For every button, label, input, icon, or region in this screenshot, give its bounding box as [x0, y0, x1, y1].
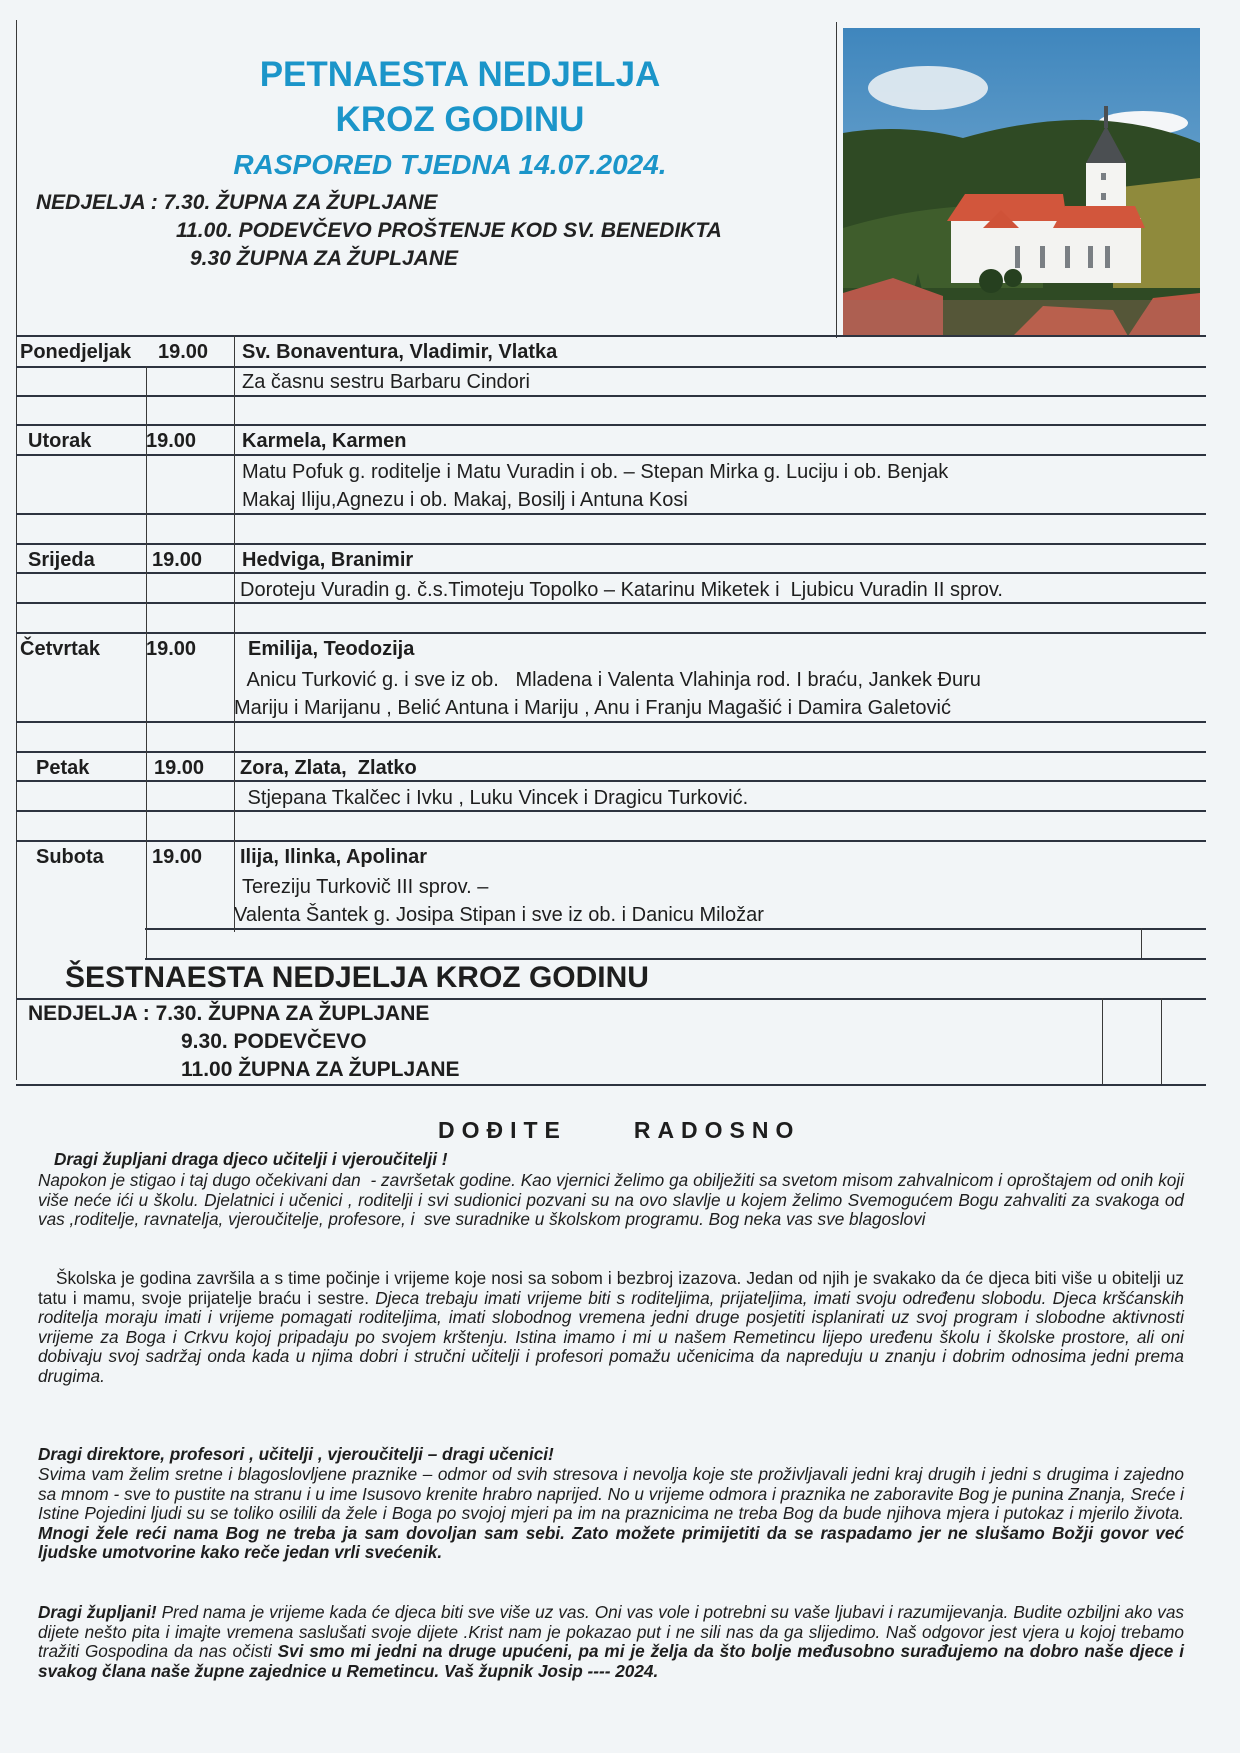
- letter-paragraph-4-italic: Pred nama je vrijeme kada će djeca biti sve više uz vas. Oni vas vole i potrebni su vaše ljubavi i razumijevanja. Budite ozbiljni ako vas dijete nešto pita i imajte vremena saslušati svoje dijete .Krist nam je pokazao put i ne sili nas da ga slijedimo. Naš odgovor jest vjera u kojoj trebamo tražiti Gospodina da nas očisti: [38, 1602, 1184, 1662]
- letter-paragraph-3-bold: Mnogi žele reći nama Bog ne treba ja sam dovoljan sam sebi. Zato možete primijetiti da se raspadamo jer ne slušamo Božji govor već ljudske umotvorine kako reče jedan vrli svećenik.: [38, 1522, 1184, 1563]
- intention-tuesday: Matu Pofuk g. roditelje i Matu Vuradin i ob. – Stepan Mirka g. Luciju i ob. Benjak: [242, 461, 949, 483]
- next-sunday-line1: NEDJELJA : 7.30. ŽUPNA ZA ŽUPLJANE: [28, 1002, 430, 1025]
- table-rule: [16, 366, 1206, 368]
- letter-paragraph-2: [38, 1269, 1184, 1387]
- sunday-mass-line2: 11.00. PODEVČEVO PROŠTENJE KOD SV. BENEDIKTA: [176, 219, 722, 242]
- day-saturday: Subota: [36, 846, 104, 868]
- table-rule: [16, 632, 1206, 634]
- table-col-line: [1141, 928, 1142, 958]
- table-col-line: [146, 366, 147, 958]
- intention-tuesday: Makaj Iliju,Agnezu i ob. Makaj, Bosilj i Antuna Kosi: [242, 489, 688, 511]
- letter-greeting-2: Dragi direktore, profesori , učitelji , vjeroučitelji – dragi učenici!: [38, 1444, 554, 1464]
- letter-paragraph-3-italic: Svima vam želim sretne i blagoslovljene praznike – odmor od svih stresova i nevolja koje ste proživljavali jedni kraj drugih i jedni s drugima i zajedno sa mnom - sve to pustite na stranu i u ime Isusovo krenite hrabro naprijed. No u vrijeme odmora i praznika ne zaboravite Bog je punina Znanja, Sreće i Istine Pojedini ljudi su se toliko osilili da žele i Boga po svojoj mjeri pa im na praznicima ne treba Bog da bude njihova mjera i putokaz i mjerilo života.: [38, 1464, 1184, 1524]
- intention-friday: Stjepana Tkalčec i Ivku , Luku Vincek i Dragicu Turković.: [242, 787, 749, 809]
- intention-wednesday: Doroteju Vuradin g. č.s.Timoteju Topolko – Katarinu Miketek i Ljubicu Vuradin II sprov.: [240, 579, 1003, 601]
- table-rule: [16, 1084, 1206, 1086]
- table-col-line: [234, 335, 235, 932]
- next-sunday-title: ŠESTNAESTA NEDJELJA KROZ GODINU: [65, 961, 649, 994]
- day-wednesday: Srijeda: [28, 549, 95, 571]
- time-tuesday: 19.00: [146, 430, 197, 452]
- next-sunday-line3: 11.00 ŽUPNA ZA ŽUPLJANE: [181, 1058, 460, 1081]
- time-friday: 19.00: [154, 757, 205, 779]
- saints-wednesday: Hedviga, Branimir: [242, 549, 414, 571]
- letter-paragraph-1: Napokon je stigao i taj dugo očekivani dan - završetak godine. Kao vjernici želimo ga obilježiti sa svetom misom zahvalnicom i oproštajem od onih koji više neće ići u školu. Djelatnici i učenici , roditelji i svi sudionici pozvani su na ovo slavlje u kojem želimo Svemogućem Bogu zahvaliti za svakoga od vas ,roditelje, ravnatelja, vjeroučitelje, profesore, i sve suradnike u školskom programu. Bog neka vas sve blagoslovi: [38, 1170, 1189, 1230]
- saints-saturday: Ilija, Ilinka, Apolinar: [240, 846, 428, 868]
- saints-thursday: Emilija, Teodozija: [248, 638, 415, 660]
- letter-paragraph-2-italic: Djeca trebaju imati vrijeme biti s roditeljima, prijateljima, imati svoju određenu slobodu. Djeca kršćanskih roditelja moraju imati i vrijeme pomagati roditeljima, imati slobodnog vremena jedni druge posjetiti isplanirati uz svoj program i slobodne aktivnosti vrijeme za Boga i Crkvu kojoj pripadaju po svojem krštenju. Istina imamo i mi u našem Remetincu lijepo uređenu školu i školske prostore, ali oni dobivaju svoj sadržaj onda kada u njima dobri i stručni učitelji i profesori pomažu učenicima da napreduju u znanju i dobrim odnosima jedni prema drugima.: [38, 1287, 1184, 1386]
- table-col-line: [1102, 998, 1103, 1084]
- letter-heading: DOĐITE RADOSNO: [438, 1117, 801, 1143]
- sunday-mass-line3: 9.30 ŽUPNA ZA ŽUPLJANE: [190, 247, 458, 270]
- day-friday: Petak: [36, 757, 90, 779]
- saints-monday: Sv. Bonaventura, Vladimir, Vlatka: [242, 341, 558, 363]
- next-sunday-line2: 9.30. PODEVČEVO: [181, 1030, 367, 1053]
- frame-left-line: [16, 20, 17, 1080]
- church-image-icon: [843, 28, 1200, 336]
- letter-paragraph-2-intro: Školska je godina završila a s time počinje i vrijeme koje nosi sa sobom i bezbroj izazova. Jedan od njih je svakako da će djeca biti više u obitelji uz tatu i mamu, svoje prijatelje braću i sestre.: [38, 1268, 1184, 1308]
- page-title-line2: KROZ GODINU: [335, 100, 585, 139]
- table-rule: [16, 840, 1206, 842]
- letter-signature: Svi smo mi jedni na druge upućeni, pa mi je želja da što bolje međusobno surađujemo na dobro naše djece i svakog člana naše župne zajednice u Remetincu. Vaš župnik Josip ---- 2024.: [38, 1641, 1184, 1681]
- intention-saturday: Valenta Šantek g. Josipa Stipan i sve iz ob. i Danicu Miložar: [234, 904, 764, 926]
- church-photo: [843, 28, 1200, 336]
- time-monday: 19.00: [158, 341, 209, 363]
- day-tuesday: Utorak: [28, 430, 92, 452]
- intention-thursday: Mariju i Marijanu , Belić Antuna i Mariju , Anu i Franju Magašić i Damira Galetović: [234, 697, 951, 719]
- sunday-mass-line1: NEDJELJA : 7.30. ŽUPNA ZA ŽUPLJANE: [36, 191, 438, 214]
- intention-monday: Za časnu sestru Barbaru Cindori: [242, 371, 530, 393]
- frame-photo-left-line: [836, 22, 837, 338]
- letter-paragraph-3: [38, 1465, 1184, 1563]
- table-rule: [16, 721, 1206, 723]
- day-thursday: Četvrtak: [20, 638, 101, 660]
- table-rule: [16, 424, 1206, 426]
- table-rule: [145, 928, 1206, 930]
- table-rule: [16, 751, 1206, 753]
- time-thursday: 19.00: [146, 638, 197, 660]
- intention-thursday: Anicu Turković g. i sve iz ob. Mladena i Valenta Vlahinja rod. I braću, Jankek Đuru: [242, 669, 981, 691]
- table-col-line: [1161, 998, 1162, 1084]
- day-monday: Ponedjeljak: [20, 341, 132, 363]
- table-rule: [16, 335, 1206, 337]
- table-rule: [16, 395, 1206, 397]
- letter-paragraph-4: [38, 1603, 1184, 1681]
- letter-greeting: Dragi župljani draga djeco učitelji i vjeroučitelji !: [54, 1149, 448, 1169]
- table-rule: [16, 454, 1206, 456]
- time-wednesday: 19.00: [152, 549, 203, 571]
- table-rule: [16, 513, 1206, 515]
- saints-friday: Zora, Zlata, Zlatko: [240, 757, 417, 779]
- intention-saturday: Tereziju Turkovič III sprov. –: [242, 876, 489, 898]
- page-title-line1: PETNAESTA NEDJELJA: [259, 55, 661, 94]
- table-rule: [16, 543, 1206, 545]
- saints-tuesday: Karmela, Karmen: [242, 430, 407, 452]
- schedule-title: RASPORED TJEDNA 14.07.2024.: [233, 149, 667, 180]
- time-saturday: 19.00: [152, 846, 203, 868]
- letter-paragraph-4-salutation: Dragi župljani!: [38, 1602, 157, 1622]
